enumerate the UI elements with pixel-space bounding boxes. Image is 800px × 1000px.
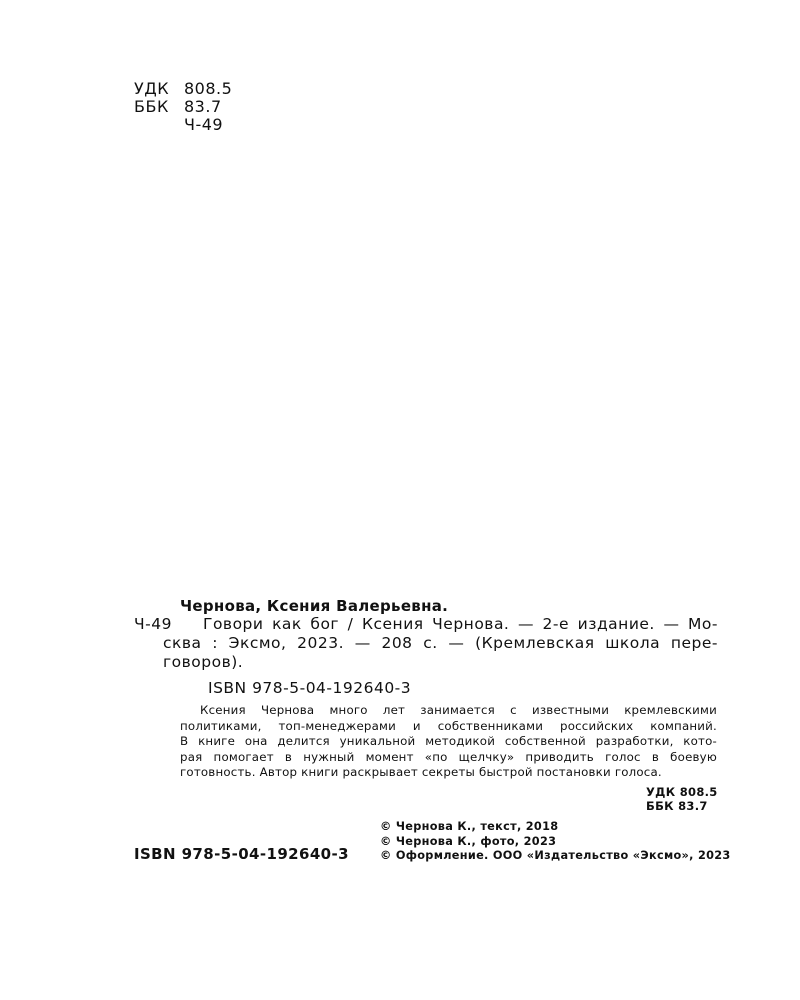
isbn-record: ISBN 978-5-04-192640-3 (208, 679, 412, 697)
author-heading: Чернова, Ксения Валерьевна. (180, 597, 449, 615)
author-mark-spacer (134, 116, 184, 134)
copyright-line: © Оформление. ООО «Издательство «Эксмо», 2023 (380, 849, 731, 862)
bbk-value: 83.7 (184, 97, 222, 116)
bottom-udk: УДК 808.5 (646, 785, 718, 799)
bib-description-line: говоров). (163, 653, 244, 671)
bottom-bbk: ББК 83.7 (646, 799, 708, 813)
bib-author-mark: Ч-49 (134, 615, 172, 633)
bib-description-line: Говори как бог / Ксения Чернова. — 2-е издание. — Мо- (203, 615, 718, 633)
bbk-label: ББК (134, 97, 169, 116)
bib-description-line: сква : Эксмо, 2023. — 208 с. — (Кремлевская школа пере- (163, 634, 718, 652)
bottom-classification-block (646, 785, 718, 813)
udk-label: УДК (134, 79, 170, 98)
annotation-line: политиками, топ-менеджерами и собственниками российских компаний. (180, 718, 717, 733)
annotation (180, 703, 717, 781)
bib-description (163, 615, 718, 672)
copyright-line: © Чернова К., текст, 2018 (380, 820, 559, 833)
author-mark-row (134, 116, 232, 134)
copyright-line: © Чернова К., фото, 2023 (380, 834, 557, 848)
isbn-bottom: ISBN 978-5-04-192640-3 (134, 845, 349, 863)
annotation-line: Ксения Чернова много лет занимается с известными кремлевскими (200, 703, 717, 717)
annotation-line: готовность. Автор книги раскрывает секреты быстрой постановки голоса. (180, 765, 662, 779)
annotation-line: рая помогает в нужный момент «по щелчку» приводить голос в боевую (180, 749, 717, 764)
copyright-block (380, 820, 731, 864)
udk-value: 808.5 (184, 79, 233, 98)
top-classification-block (134, 80, 232, 134)
annotation-line: В книге она делится уникальной методикой собственной разработки, кото- (180, 734, 717, 748)
udk-row (134, 80, 232, 98)
top-author-mark: Ч-49 (184, 115, 224, 134)
bbk-row (134, 98, 232, 116)
